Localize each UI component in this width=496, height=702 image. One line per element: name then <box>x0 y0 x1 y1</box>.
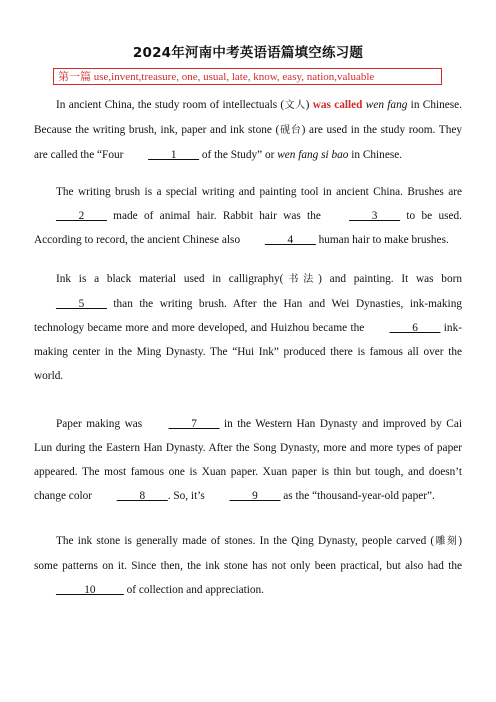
paragraph-1 <box>34 93 462 167</box>
text: of collection and appreciation. <box>123 584 264 596</box>
text: to be used. According to record, the ancient Chinese also <box>34 210 462 246</box>
text: in the Western Han Dynasty and improved by Cai Lun during the Eastern Han Dynasty. After the Song Dynasty, more and more types of paper appeared. The most famous one is Xuan paper. Xuan paper is thin but tough, and doesn’t change color <box>34 418 462 502</box>
text: in Chinese. <box>348 149 403 161</box>
text: Paper making was <box>56 418 147 430</box>
chinese-gloss: 书法 <box>283 274 319 285</box>
text: than the writing brush. After the Han and Wei Dynasties, ink-making technology became more and more developed, and Huizhou became the <box>34 298 462 334</box>
blank-3[interactable]: ____3____ <box>349 210 401 222</box>
chinese-gloss: 砚台 <box>279 125 302 136</box>
blank-1[interactable]: ____1____ <box>148 149 200 161</box>
chinese-gloss: 雕刻 <box>434 536 459 547</box>
paragraph-4 <box>34 412 462 508</box>
chinese-gloss: 文人 <box>284 100 306 111</box>
blank-5[interactable]: ____5____ <box>56 298 107 310</box>
blank-10[interactable]: _____10_____ <box>56 584 124 596</box>
text: as the “thousand-year-old paper”. <box>280 490 435 502</box>
blank-9[interactable]: ____9____ <box>229 490 281 502</box>
blank-2[interactable]: ____2____ <box>56 210 107 222</box>
blank-4[interactable]: ____4____ <box>264 234 316 246</box>
text: ) and painting. It was born <box>318 273 463 285</box>
text: made of animal hair. Rabbit hair was the <box>106 210 328 222</box>
paragraph-3 <box>34 267 462 388</box>
pinyin-term: wen fang si bao <box>277 149 349 161</box>
text: Ink is a black material used in calligraphy( <box>56 273 284 285</box>
blank-6[interactable]: ____6____ <box>389 322 441 334</box>
page-title: 2024年河南中考英语语篇填空练习题 <box>132 45 364 61</box>
paragraph-5 <box>34 529 462 602</box>
text: ) <box>305 99 313 111</box>
text: The ink stone is generally made of stones. In the Qing Dynasty, people carved ( <box>56 535 435 547</box>
text: . So, it’s <box>167 490 208 502</box>
text: of the Study” or <box>199 149 278 161</box>
text: ) some patterns on it. Since then, the ink stone has not only been practical, but also had the <box>34 535 462 572</box>
text: human hair to make brushes. <box>315 234 449 246</box>
text: ) are used in the study room. They are called the “Four <box>34 124 463 161</box>
text: in Chinese. Because the writing brush, ink, paper and ink stone ( <box>34 99 462 136</box>
paragraph-2 <box>34 180 462 252</box>
word-bank: 第一篇 use,invent,treasure, one, usual, late, know, easy, nation,valuable <box>53 68 442 85</box>
text: In ancient China, the study room of intellectuals ( <box>56 99 285 111</box>
blank-7[interactable]: ____7____ <box>168 418 220 430</box>
pinyin-term: wen fang <box>365 99 408 111</box>
highlighted-phrase: was called <box>312 99 363 111</box>
text: The writing brush is a special writing and painting tool in ancient China. Brushes are <box>56 186 462 198</box>
blank-8[interactable]: ____8____ <box>116 490 168 502</box>
text: ink-making center in the Ming Dynasty. The “Hui Ink” produced there is famous all over the world. <box>34 322 462 382</box>
